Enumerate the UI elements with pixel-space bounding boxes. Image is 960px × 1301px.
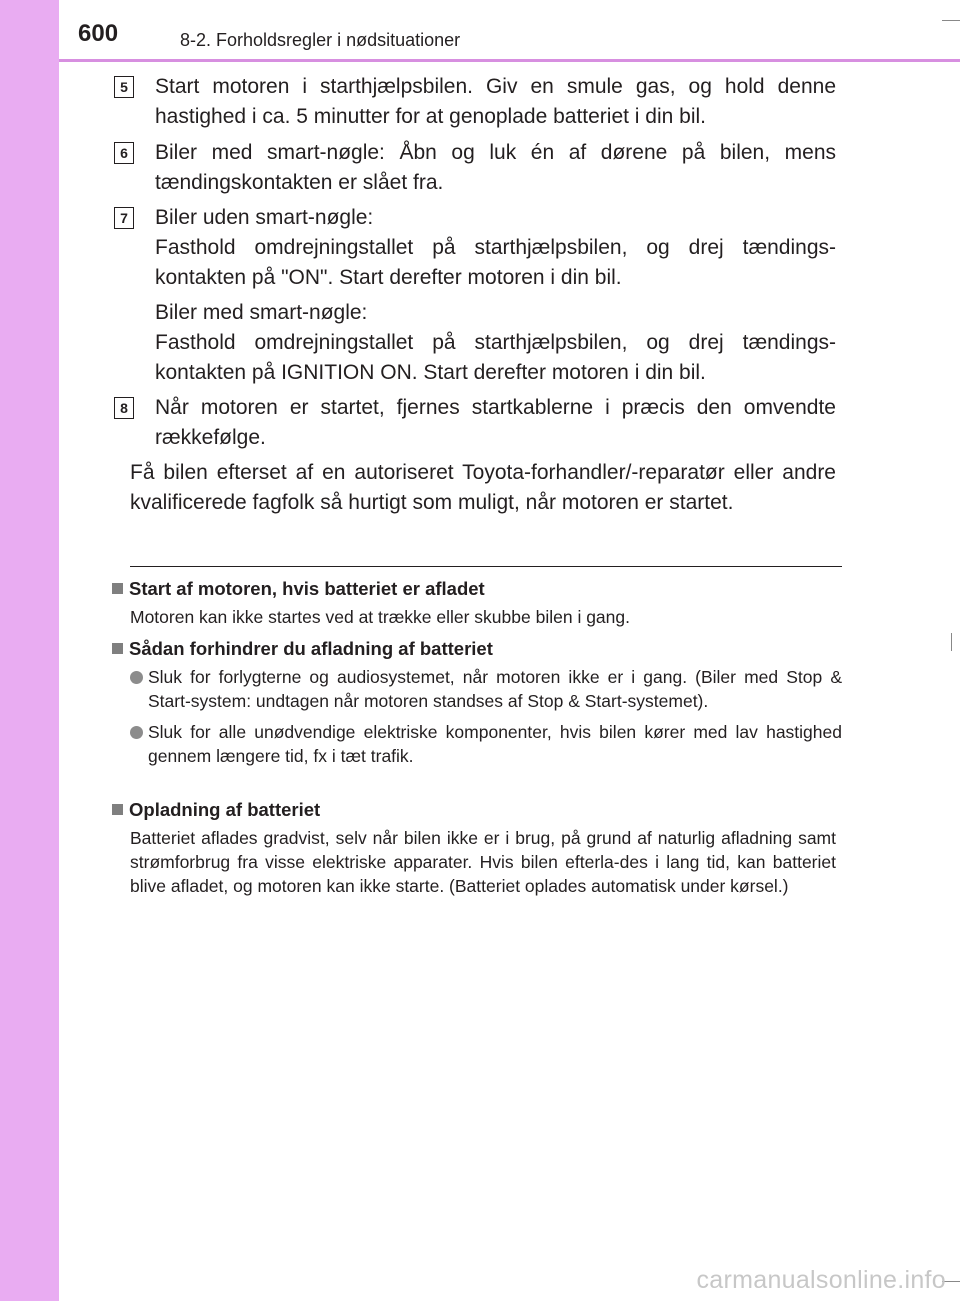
crop-mark xyxy=(942,20,960,21)
note-bullet-text: Sluk for alle unødvendige elektriske komponenter, hvis bilen kører med lav hastighed gennem længere tid, fx i tæt trafik. xyxy=(148,722,842,766)
step-text xyxy=(155,393,836,453)
running-title: 8-2. Forholdsregler i nødsituationer xyxy=(180,30,461,50)
note-heading xyxy=(112,577,842,601)
watermark: carmanualsonline.info xyxy=(696,1266,946,1294)
step-paragraph: Fasthold omdrejningstallet på starthjælpsbilen, og drej tændings-kontakten på "ON". Start derefter motoren i din bil. xyxy=(155,236,836,289)
step-5 xyxy=(114,72,836,132)
step-paragraph: Biler uden smart-nøgle: xyxy=(155,206,374,229)
note-heading-text: Opladning af batteriet xyxy=(129,799,321,820)
square-bullet-icon xyxy=(112,583,123,594)
note-prevent-discharge xyxy=(112,637,842,768)
step-number-badge: 7 xyxy=(114,207,134,229)
round-bullet-icon xyxy=(130,671,143,684)
step-number-badge: 5 xyxy=(114,76,134,98)
step-paragraph: Start motoren i starthjælpsbilen. Giv en smule gas, og hold denne hastighed i ca. 5 minutter for at genoplade batteriet i din bil. xyxy=(155,75,836,128)
header-divider xyxy=(59,59,960,62)
section-rule xyxy=(130,566,842,567)
square-bullet-icon xyxy=(112,804,123,815)
round-bullet-icon xyxy=(130,726,143,739)
note-heading-text: Sådan forhindrer du afladning af batteriet xyxy=(129,638,493,659)
step-paragraph: Biler med smart-nøgle: Åbn og luk én af dørene på bilen, mens tændingskontakten er slået fra. xyxy=(155,141,836,194)
square-bullet-icon xyxy=(112,643,123,654)
note-heading xyxy=(112,798,842,822)
step-text xyxy=(155,203,836,388)
note-start-discharged xyxy=(112,577,842,629)
side-color-band xyxy=(0,0,59,1301)
step-7 xyxy=(114,203,836,388)
step-paragraph: Biler med smart-nøgle: xyxy=(155,301,368,324)
note-bullet xyxy=(130,665,842,713)
note-body: Batteriet aflades gradvist, selv når bilen ikke er i brug, på grund af naturlig afladning samt strømforbrug fra visse elektriske apparater. Hvis bilen efterla-des i lang tid, kan batteriet blive afladet, og motoren kan ikke starte. (Batteriet oplades automatisk under kørsel.) xyxy=(130,828,836,896)
step-text xyxy=(155,138,836,198)
note-bullet xyxy=(130,720,842,768)
step-text xyxy=(155,72,836,132)
note-body: Motoren kan ikke startes ved at trække eller skubbe bilen i gang. xyxy=(130,607,630,627)
note-bullet-text: Sluk for forlygterne og audiosystemet, når motoren ikke er i gang. (Biler med Stop & Start-system: undtagen når motoren standses af Stop & Start-systemet). xyxy=(148,667,842,711)
note-heading xyxy=(112,637,842,661)
note-battery-charging xyxy=(112,798,842,898)
step-6 xyxy=(114,138,836,198)
note-heading-text: Start af motoren, hvis batteriet er afladet xyxy=(129,578,485,599)
step-paragraph: Fasthold omdrejningstallet på starthjælpsbilen, og drej tændings-kontakten på IGNITION ON. Start derefter motoren i din bil. xyxy=(155,331,836,384)
page-number: 600 xyxy=(78,20,119,47)
step-number-badge: 8 xyxy=(114,397,134,419)
step-8 xyxy=(114,393,836,453)
step-number-badge: 6 xyxy=(114,142,134,164)
closing-paragraph: Få bilen efterset af en autoriseret Toyota-forhandler/-reparatør eller andre kvalificerede fagfolk så hurtigt som muligt, når motoren er startet. xyxy=(130,461,836,514)
crop-mark xyxy=(951,633,952,651)
step-paragraph: Når motoren er startet, fjernes startkablerne i præcis den omvendte rækkefølge. xyxy=(155,396,836,449)
